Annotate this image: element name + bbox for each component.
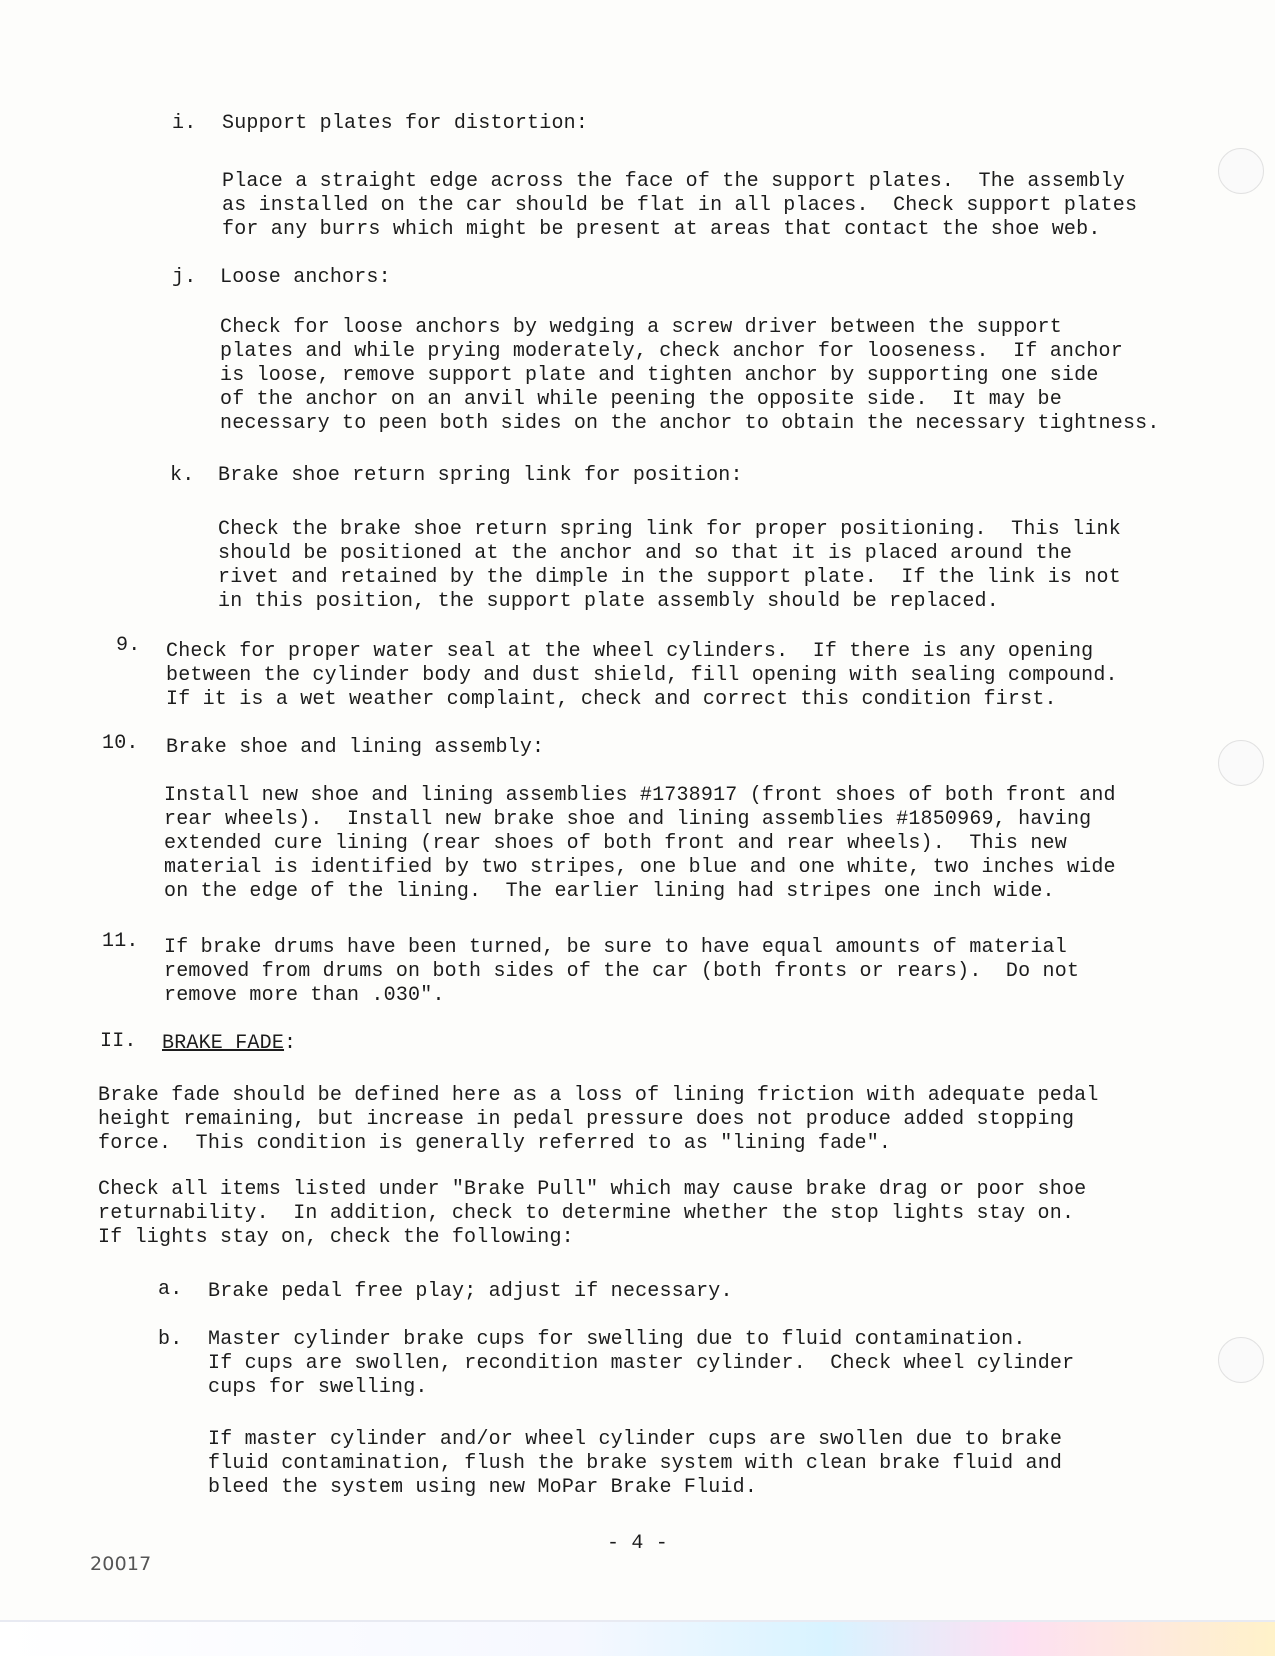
section-2-para-1: Brake fade should be defined here as a loss of lining friction with adequate pedal height remaining, but increase in pedal pressure does not produce added stopping force. This condition is generally referred to as "lining fade". bbox=[98, 1084, 1099, 1155]
item-a-body: Brake pedal free play; adjust if necessary. bbox=[208, 1280, 733, 1303]
item-j-label: j. bbox=[172, 266, 197, 289]
punch-hole bbox=[1218, 1337, 1264, 1383]
document-number: 20017 bbox=[90, 1553, 152, 1575]
item-b-body-2: If master cylinder and/or wheel cylinder cups are swollen due to brake fluid contamination, flush the brake system with clean brake fluid and bleed the system using new MoPar Brake Fluid. bbox=[208, 1428, 1063, 1499]
item-a-label: a. bbox=[158, 1278, 183, 1301]
scan-color-edge bbox=[0, 1622, 1275, 1656]
section-2-title-colon: : bbox=[284, 1032, 297, 1055]
item-11-body: If brake drums have been turned, be sure to have equal amounts of material removed from drums on both sides of the car (both fronts or rears). Do not remove more than .030". bbox=[164, 936, 1080, 1007]
item-b-body: Master cylinder brake cups for swelling due to fluid contamination. If cups are swollen, recondition master cylinder. Check wheel cylinder cups for swelling. bbox=[208, 1328, 1075, 1399]
item-9-label: 9. bbox=[116, 634, 141, 657]
section-2-label: II. bbox=[100, 1030, 137, 1053]
item-k-label: k. bbox=[170, 464, 195, 487]
item-i-label: i. bbox=[172, 112, 197, 135]
item-b-label: b. bbox=[158, 1328, 183, 1351]
section-2-title bbox=[162, 1032, 296, 1056]
punch-hole bbox=[1218, 148, 1264, 194]
punch-hole bbox=[1218, 740, 1264, 786]
section-2-title-text: BRAKE FADE bbox=[162, 1032, 285, 1055]
item-i-title: Support plates for distortion: bbox=[222, 112, 589, 135]
item-10-label: 10. bbox=[102, 732, 139, 755]
item-10-title: Brake shoe and lining assembly: bbox=[166, 736, 545, 759]
item-j-body: Check for loose anchors by wedging a screw driver between the support plates and while prying moderately, check anchor for looseness. If anchor is loose, remove support plate and tighten anchor by supporting one side of the anchor on an anvil while peening the opposite side. It may be necessary to peen both sides on the anchor to obtain the necessary tightness. bbox=[220, 316, 1160, 435]
item-10-body: Install new shoe and lining assemblies #1738917 (front shoes of both front and rear wheels). Install new brake shoe and lining assemblies #1850969, having extended cure lining (rear shoes of both front and rear wheels). This new material is identified by two stripes, one blue and one white, two inches wide on the edge of the lining. The earlier lining had stripes one inch wide. bbox=[164, 784, 1116, 903]
item-9-body: Check for proper water seal at the wheel cylinders. If there is any opening between the cylinder body and dust shield, fill opening with sealing compound. If it is a wet weather complaint, check and correct this condition first. bbox=[166, 640, 1118, 711]
page-number: - 4 - bbox=[607, 1532, 669, 1555]
section-2-para-2: Check all items listed under "Brake Pull" which may cause brake drag or poor shoe returnability. In addition, check to determine whether the stop lights stay on. If lights stay on, check the following: bbox=[98, 1178, 1087, 1249]
item-k-title: Brake shoe return spring link for position: bbox=[218, 464, 743, 487]
item-k-body: Check the brake shoe return spring link for proper positioning. This link should be positioned at the anchor and so that it is placed around the rivet and retained by the dimple in the support plate. If the link is not in this position, the support plate assembly should be replaced. bbox=[218, 518, 1121, 613]
item-11-label: 11. bbox=[102, 930, 139, 953]
item-i-body: Place a straight edge across the face of the support plates. The assembly as installed on the car should be flat in all places. Check support plates for any burrs which might be present at areas that contact the shoe web. bbox=[222, 170, 1138, 241]
item-j-title: Loose anchors: bbox=[220, 266, 391, 289]
